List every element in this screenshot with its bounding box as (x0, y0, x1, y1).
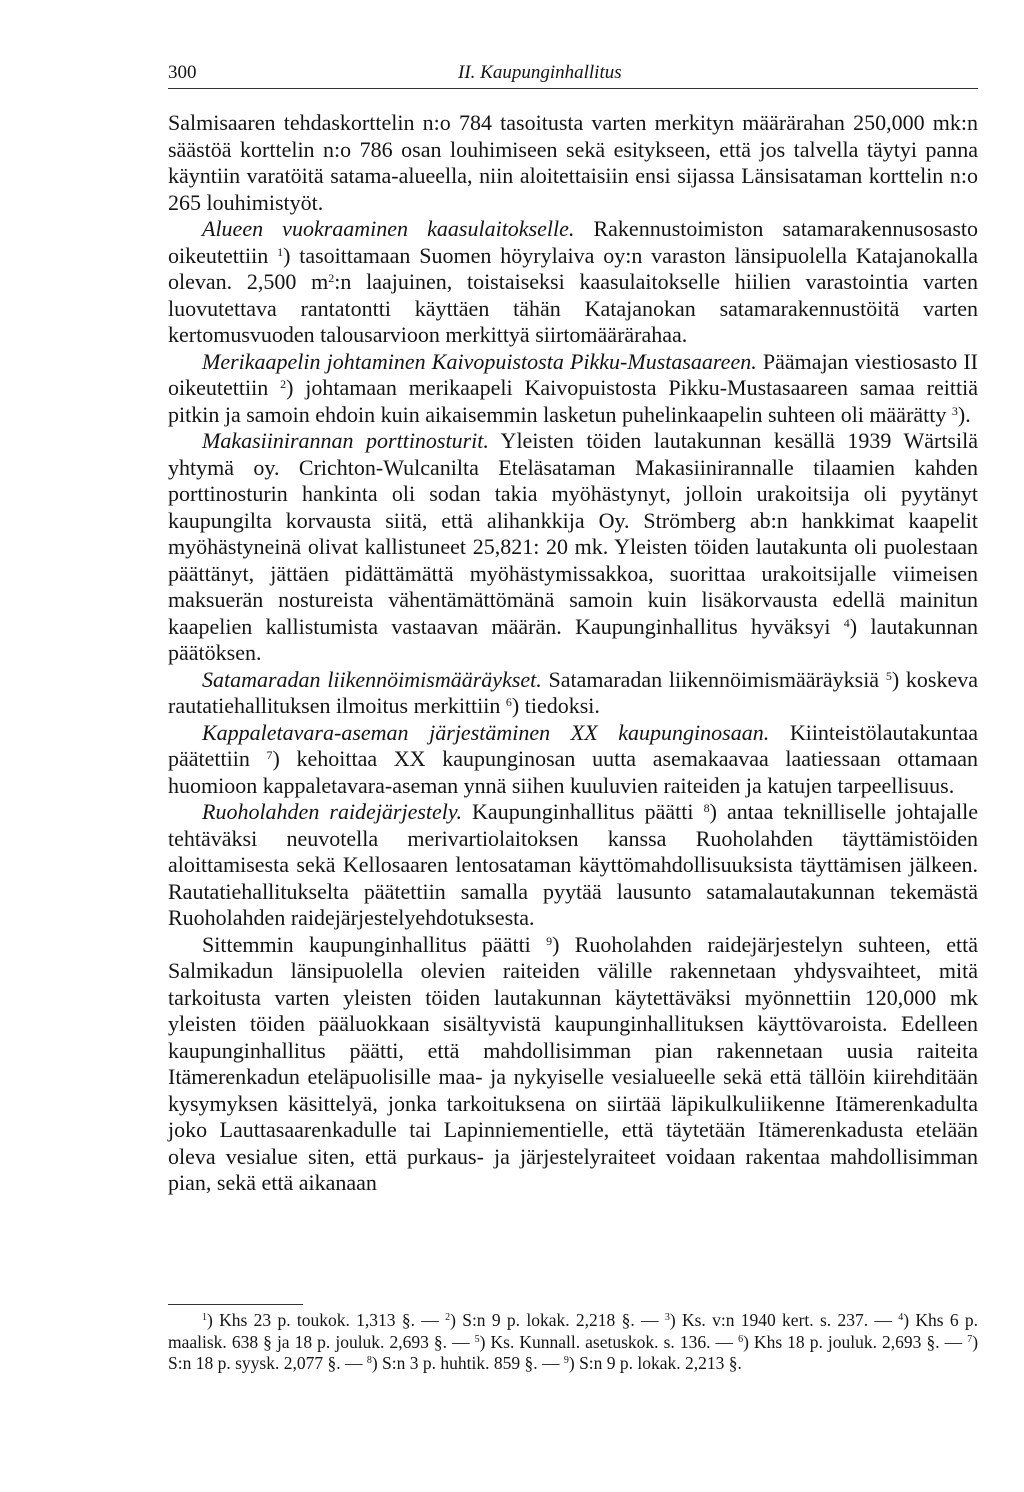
footnote-marker: 5 (474, 1333, 480, 1345)
paragraph-6 (168, 720, 978, 800)
footnote-ref: 4 (843, 615, 850, 630)
footnote-ref: 5 (885, 668, 892, 683)
footnote-marker: 3 (664, 1312, 670, 1323)
body-text (168, 110, 978, 1197)
section-title-merikaapeli: Merikaapelin johtaminen Kaivopuistosta Pikku-Mustasaareen. (202, 348, 757, 374)
footnote-text: ) S:n 9 p. lokak. 2,218 §. — (450, 1310, 665, 1330)
header-rule (168, 88, 978, 89)
paragraph-7-text-b: ) antaa teknilliselle johtajalle tehtäväksi neuvotella merivartiolaitoksen kanssa Ruoholahden täyttämistöiden aloittamisesta sekä Kellosaaren lentosataman käyttömahdollisuuksista täyttämisen jälkeen. Rautatiehallitukselta päätettiin samalla pyytää lausunto satamalautakunnan tekemästä Ruoholahden raidejärjestelyehdotuksesta. (168, 799, 979, 930)
paragraph-5 (168, 667, 978, 720)
paragraph-3-text-b: ) johtamaan merikaapeli Kaivopuistosta Pikku-Mustasaareen samaa reittiä pitkin ja samoin ehdoin kuin aikaisemmin lasketun puhelinkaapelin suhteen oli määrätty (168, 375, 978, 427)
footnote-ref: 9 (546, 933, 553, 948)
paragraph-6-text-a: Kiinteistölautakuntaa päätettiin (168, 719, 978, 771)
footnote-marker: 7 (967, 1333, 973, 1345)
paragraph-3 (168, 349, 978, 429)
paragraph-8-text-b: ) Ruoholahden raidejärjestelyn suhteen, että Salmikadun länsipuolella olevien raiteiden välille rakennetaan yhdysvaihteet, mitä tarkoitusta varten yleisten töiden lautakunnan käytettäväksi myönnettiin 120,000 mk yleisten töiden pääluokkaan sisältyvistä kaupunginhallituksen käyttövaroista. Edelleen kaupunginhallitus päätti, että mahdollisimman pian rakennetaan uusia raiteita Itämerenkadun eteläpuolisille maa- ja nykyiselle vesialueelle sekä että tällöin kiirehditään kysymyksen käsittelyä, jonka tarkoituksena on siirtää läpikulkuliikenne Itämerenkadulta joko Lauttasaarenkadulle tai Lapinniementielle, että täytetään Itämerenkadusta etelään oleva vesialue siten, että purkaus- ja järjestelyraiteet voidaan rakentaa mahdollisimman pian, sekä että aikanaan (168, 931, 978, 1195)
footnote-marker: 1 (202, 1312, 207, 1323)
section-title-ruoholahti: Ruoholahden raidejärjestely. (202, 799, 462, 824)
footnote-text: ) Khs 18 p. jouluk. 2,693 §. — (743, 1331, 968, 1352)
paragraph-3-text-c: ). (957, 401, 971, 427)
paragraph-1 (168, 110, 978, 216)
footnote-ref: 6 (505, 695, 512, 709)
page-header (168, 56, 978, 86)
paragraph-4 (168, 428, 978, 667)
page-number: 300 (168, 62, 197, 83)
footnote-ref: 2 (280, 377, 287, 391)
section-title-porttinosturit: Makasiinirannan porttinosturit. (202, 428, 489, 453)
paragraph-2 (168, 216, 978, 349)
footnote-marker: 4 (898, 1312, 904, 1323)
paragraph-4-text-a: Yleisten töiden lautakunnan kesällä 1939 Wärtsilä yhtymä oy. Crichton-Wulcanilta Eteläsataman Makasiinirannalle tilaamien kahden porttinosturin hankinta oli sodan takia myöhästynyt, jolloin urakoitsija oli pyytänyt kaupungilta korvausta siitä, että alihankkija Oy. Strömberg ab:n hankkimat kaapelit myöhästyneinä olivat kallistuneet 25,821: 20 mk. Yleisten töiden lautakunta oli puolestaan päättänyt, jättäen pidättämättä myöhästymissakkoa, suorittaa urakoitsijalle viimeisen maksuerän nostureista vähentämättömänä samoin kuin lisäkorvausta edellä mainitun kaapelien kallistumista vastaavan määrän. Kaupunginhallitus hyväksyi (168, 428, 978, 639)
footnote-text: ) S:n 9 p. lokak. 2,213 §. (568, 1353, 742, 1373)
footnote-text: ) Ks. v:n 1940 kert. s. 237. — (669, 1310, 899, 1330)
superscript-2: 2 (328, 271, 335, 285)
paragraph-5-text-b: ) koskeva rautatiehallituksen ilmoitus merkittiin (168, 666, 978, 718)
footnote-text: ) Ks. Kunnall. asetuskok. s. 136. — (479, 1331, 739, 1352)
paragraph-7 (168, 799, 978, 932)
paragraph-5-text-a: Satamaradan liikennöimismääräyksiä (541, 666, 886, 692)
footnote-ref: 8 (703, 801, 710, 815)
footnotes (168, 1310, 978, 1375)
footnote-marker: 2 (445, 1312, 451, 1323)
paragraph-5-text-c: ) tiedoksi. (511, 693, 600, 718)
section-title-alueen: Alueen vuokraaminen kaasulaitokselle. (202, 216, 575, 241)
footnote-text: ) Khs 23 p. toukok. 1,313 §. — (207, 1310, 446, 1330)
paragraph-4-text-b: ) lautakunnan päätöksen. (168, 613, 978, 665)
paragraph-8-text-a: Sittemmin kaupunginhallitus päätti (202, 931, 547, 957)
paragraph-2-text-b: ) tasoittamaan Suomen höyrylaiva oy:n varaston länsipuolella Katajanokalla olevan. 2,500 m (168, 242, 978, 294)
footnote-ref: 7 (266, 748, 273, 762)
footnote-rule (168, 1304, 303, 1305)
paragraph-2-text-c: :n laajuinen, toistaiseksi kaasulaitokselle hiilien varastointia varten luovutettava rantatontti käyttäen tähän Katajanokan satamarakennustöitä varten kertomusvuoden talousarvioon merkittyä siirtomäärärahaa. (168, 269, 978, 347)
footnote-text: ) S:n 18 p. syysk. 2,077 §. — (168, 1331, 979, 1373)
paragraph-6-text-b: ) kehoittaa XX kaupunginosan uutta asemakaavaa laatiessaan ottamaan huomioon kappaletavara-aseman ynnä siihen kuuluvien raiteiden ja katujen tarpeellisuus. (168, 746, 978, 798)
footnote-block (168, 1310, 978, 1375)
footnote-marker: 8 (366, 1355, 372, 1366)
paragraph-2-text-a: Rakennustoimiston satamarakennusosasto oikeutettiin (168, 216, 978, 268)
paragraph-8 (168, 932, 978, 1197)
footnote-ref: 3 (951, 403, 958, 418)
footnote-text: ) S:n 3 p. huhtik. 859 §. — (371, 1353, 564, 1373)
paragraph-7-text-a: Kaupunginhallitus päätti (461, 799, 704, 824)
footnote-marker: 9 (563, 1355, 569, 1366)
section-title-satamarata: Satamaradan liikennöimismääräykset. (202, 666, 542, 692)
running-head: II. Kaupunginhallitus (458, 62, 622, 83)
paragraph-3-text-a: Päämajan viestiosasto II oikeutettiin (168, 348, 978, 400)
footnote-text: ) Khs 6 p. maalisk. 638 § ja 18 p. jouluk. 2,693 §. — (168, 1310, 979, 1352)
paragraph-1-text: Salmisaaren tehdaskorttelin n:o 784 tasoitusta varten merkityn määrärahan 250,000 mk:n säästöä korttelin n:o 786 osan louhimiseen sekä esitykseen, että jos talvella täytyi panna käyntiin varatöitä satama-alueella, niin aloitettaisiin ensi sijassa Länsisataman korttelin n:o 265 louhimistyöt. (168, 110, 978, 215)
footnote-marker: 6 (738, 1333, 744, 1345)
section-title-kappaletavara: Kappaletavara-aseman järjestäminen XX kaupunginosaan. (202, 719, 770, 745)
footnote-ref: 1 (277, 244, 284, 259)
